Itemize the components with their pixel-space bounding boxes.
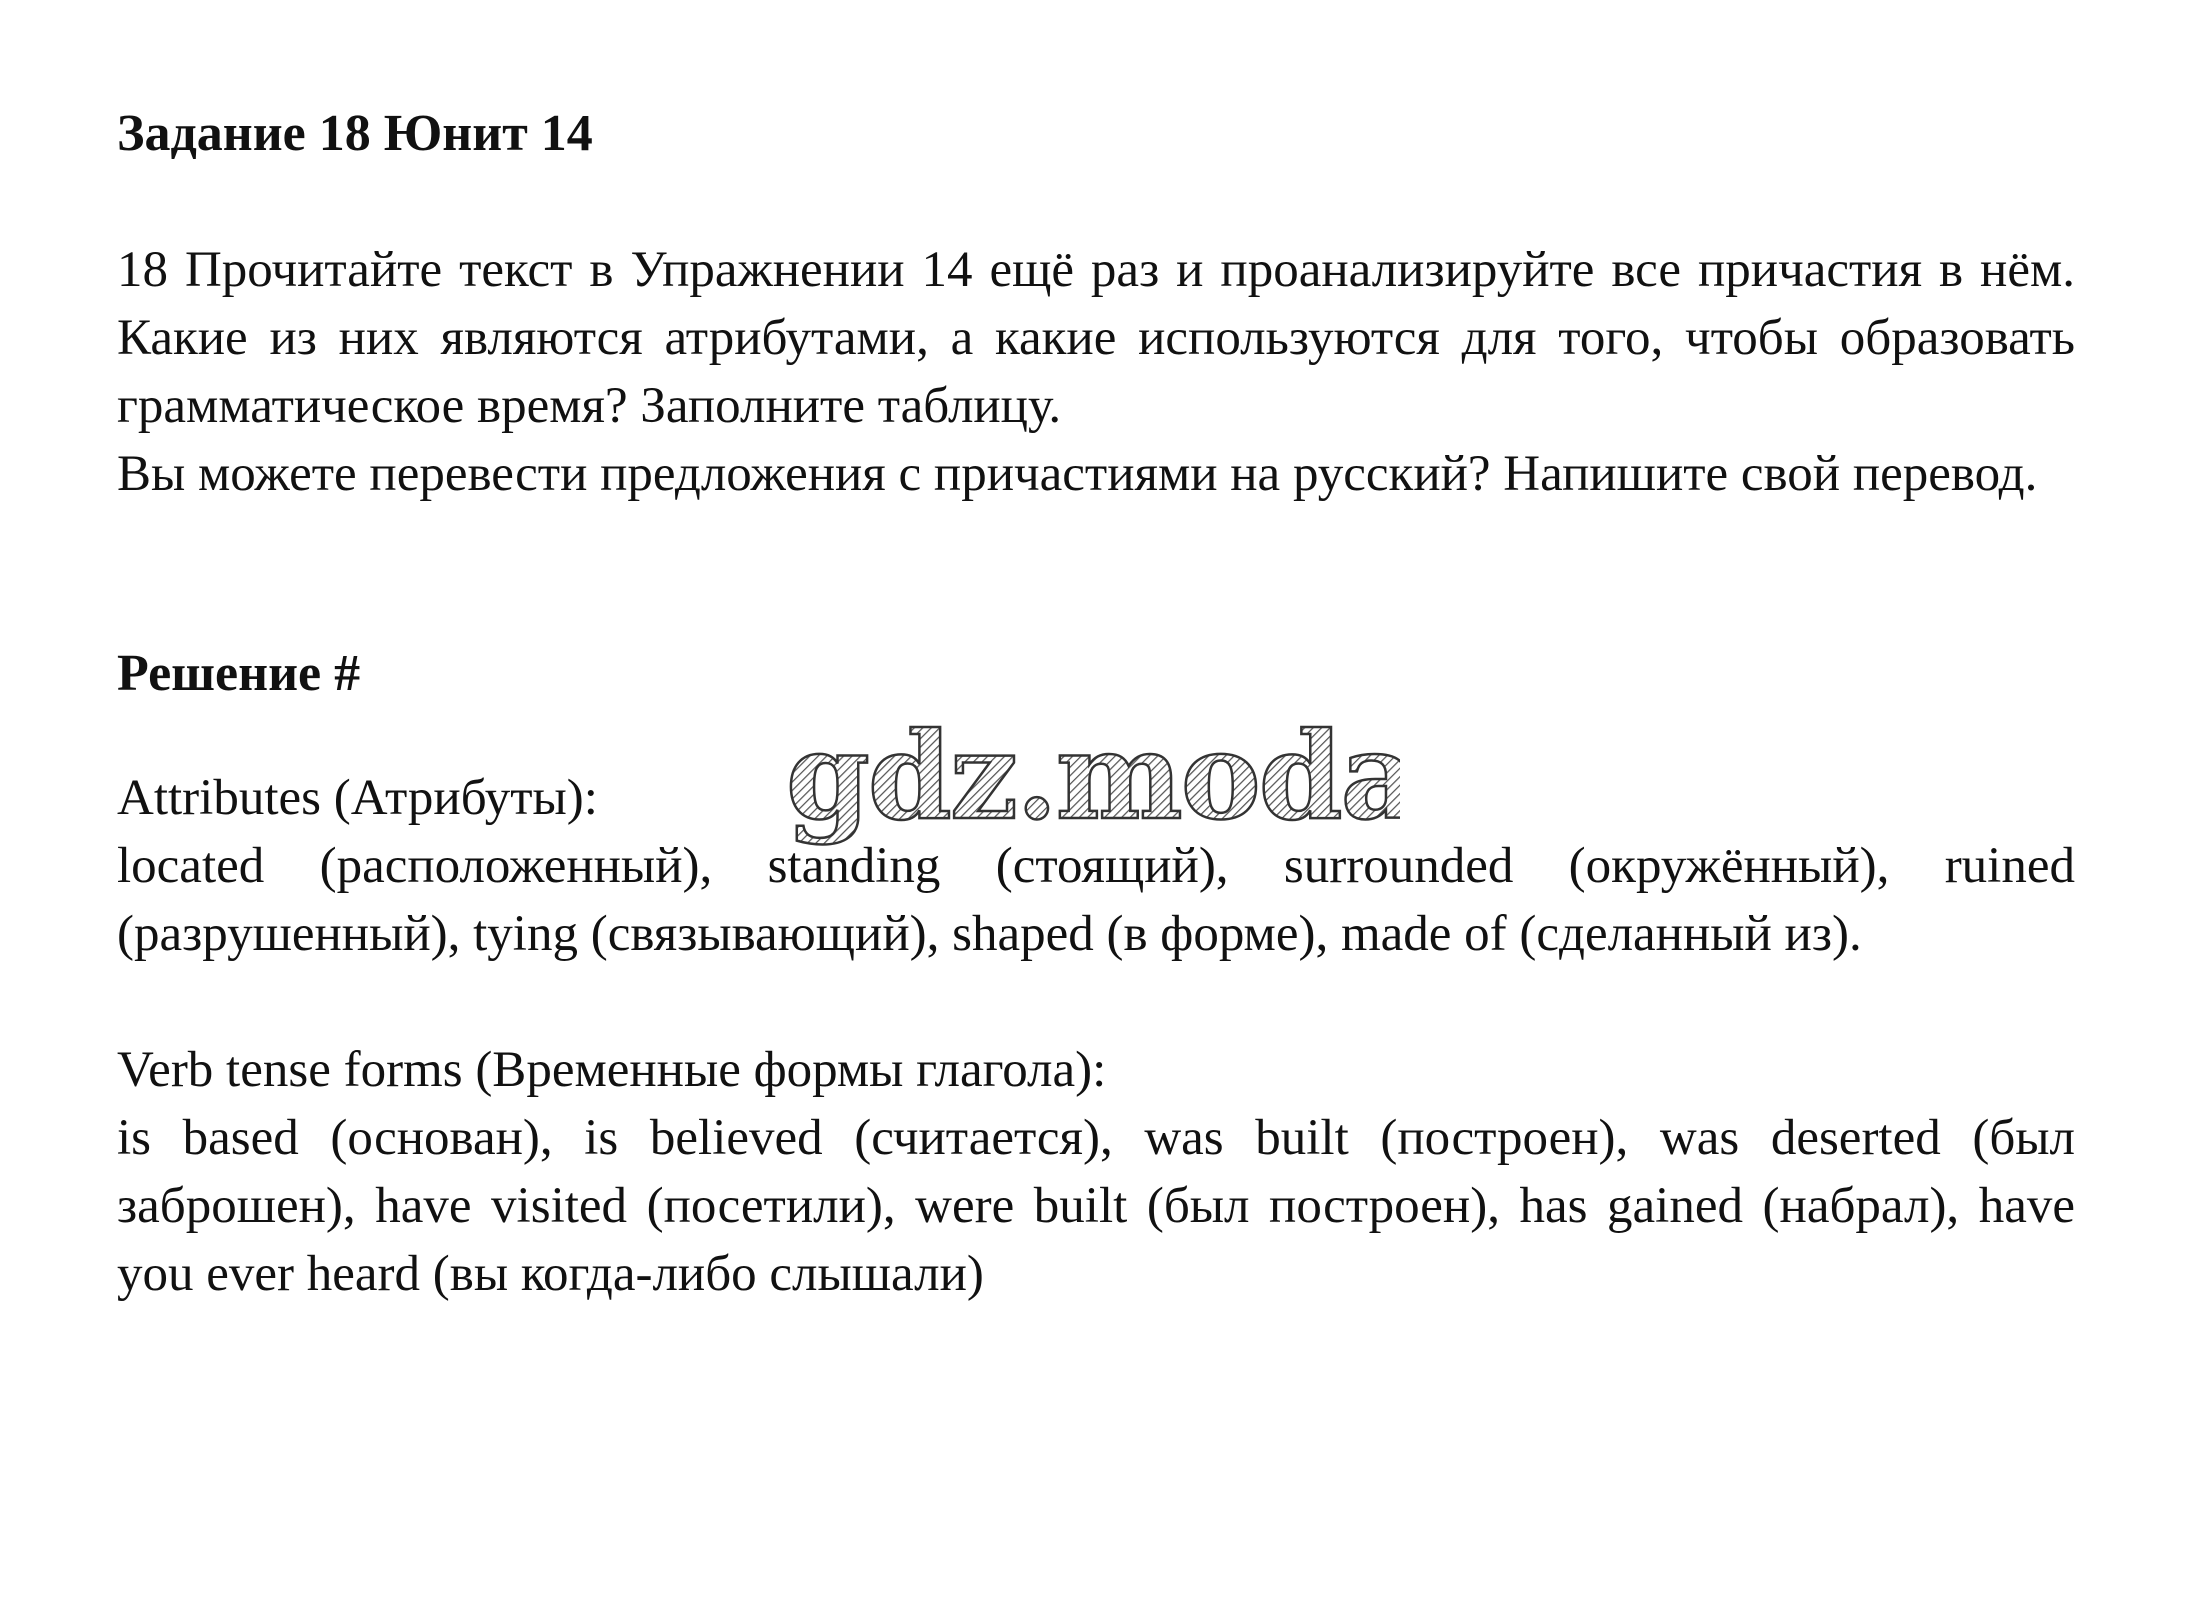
verb-forms-label: Verb tense forms (Временные формы глагола):	[117, 1042, 1107, 1098]
task-title: Задание 18 Юнит 14	[117, 105, 593, 162]
watermark-text: gdz.moda	[786, 706, 1400, 847]
task-text: 18 Прочитайте текст в Упражнении 14 ещё раз и проанализируйте все причастия в нём. Какие из них являются атрибутами, а какие используются для того, чтобы образовать грамматическое время? Заполните таблицу.	[117, 242, 2075, 434]
verb-forms-text: is based (основан), is believed (считается), was built (построен), was deserted (был заброшен), have visited (посетили), were built (был построен), has gained (набрал), have you ever heard (вы когда-либо слышали)	[117, 1110, 2075, 1302]
attributes-label: Attributes (Атрибуты):	[117, 770, 598, 826]
task-note: Вы можете перевести предложения с причастиями на русский? Напишите свой перевод.	[117, 446, 2038, 502]
attributes-text: located (расположенный), standing (стоящий), surrounded (окружённый), ruined (разрушенный), tying (связывающий), shaped (в форме), made of (сделанный из).	[117, 838, 2075, 962]
solution-title: Решение #	[117, 645, 361, 702]
watermark-logo	[780, 700, 1400, 860]
